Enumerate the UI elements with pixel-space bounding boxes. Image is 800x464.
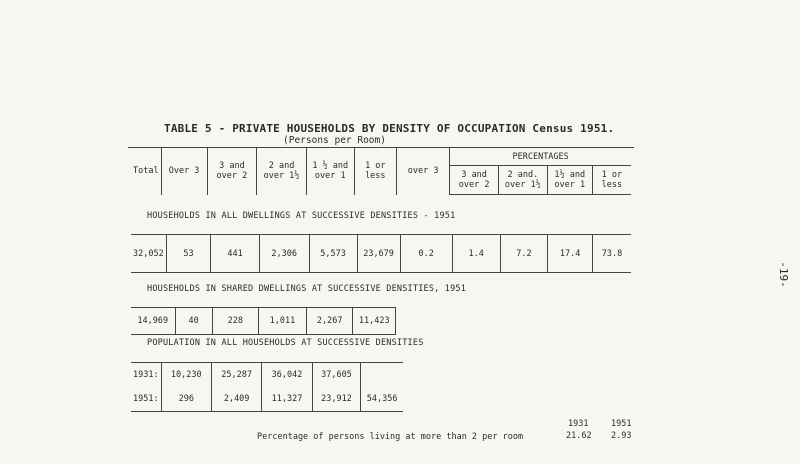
section1-label: HOUSEHOLDS IN ALL DWELLINGS AT SUCCESSIVE DENSITIES - 1951 — [147, 211, 456, 221]
cell: 40 — [175, 308, 212, 335]
cell: 296 — [161, 387, 211, 412]
cell: 54,356 — [361, 387, 403, 412]
cell — [361, 363, 403, 388]
footer-value-1951: 2.93 — [611, 431, 632, 441]
footer-year-1951: 1951 — [611, 419, 632, 429]
cell: 25,287 — [211, 363, 261, 388]
year-cell: 1951: — [131, 387, 161, 412]
footer-label: Percentage of persons living at more than 2 per room — [257, 432, 524, 442]
header-3and2: 3 and over 2 — [207, 148, 257, 195]
cell: 228 — [212, 308, 258, 335]
cell: 37,605 — [312, 363, 361, 388]
header-percentages: PERCENTAGES — [450, 148, 631, 166]
header-p-1less: 1 or less — [592, 166, 631, 195]
cell: 5,573 — [309, 235, 357, 273]
cell: 11,423 — [353, 308, 396, 335]
header-2and15: 2 and over 1½ — [257, 148, 307, 195]
cell: 36,042 — [262, 363, 312, 388]
section1-table — [131, 234, 631, 273]
section3-label: POPULATION IN ALL HOUSEHOLDS AT SUCCESSIVE DENSITIES — [147, 338, 424, 348]
header-p-3and2: 3 and over 2 — [450, 166, 499, 195]
header-over3: Over 3 — [161, 148, 207, 195]
cell: 23,912 — [312, 387, 361, 412]
cell: 1,011 — [258, 308, 306, 335]
cell: 2,409 — [211, 387, 261, 412]
cell: 73.8 — [593, 235, 632, 273]
year-cell: 1931: — [131, 363, 161, 388]
table-row — [131, 387, 403, 412]
cell: 0.2 — [400, 235, 452, 273]
cell: 14,969 — [131, 308, 175, 335]
section2-table — [131, 307, 396, 335]
header-p-2and15: 2 and. over 1½ — [498, 166, 547, 195]
header-1less: 1 or less — [354, 148, 396, 195]
cell: 7.2 — [500, 235, 548, 273]
header-table — [131, 148, 631, 195]
table-row — [131, 308, 396, 335]
cell: 32,052 — [131, 235, 166, 273]
table-row — [131, 363, 403, 388]
cell: 11,327 — [262, 387, 312, 412]
footer-year-1931: 1931 — [568, 419, 589, 429]
header-1half1: 1 ½ and over 1 — [306, 148, 354, 195]
cell: 1.4 — [452, 235, 500, 273]
cell: 23,679 — [357, 235, 400, 273]
cell: 2,306 — [259, 235, 309, 273]
page-number: -19- — [776, 261, 790, 288]
cell: 2,267 — [306, 308, 352, 335]
header-p-15and1: 1½ and over 1 — [547, 166, 592, 195]
footer-value-1931: 21.62 — [566, 431, 592, 441]
table-title: TABLE 5 - PRIVATE HOUSEHOLDS BY DENSITY OF OCCUPATION Census 1951. — [164, 122, 615, 135]
cell: 17.4 — [548, 235, 593, 273]
cell: 10,230 — [161, 363, 211, 388]
cell: 53 — [166, 235, 211, 273]
table-row — [131, 235, 631, 273]
header-p-over3: over 3 — [396, 148, 449, 195]
section2-label: HOUSEHOLDS IN SHARED DWELLINGS AT SUCCESSIVE DENSITIES, 1951 — [147, 284, 467, 294]
table-subtitle: (Persons per Room) — [283, 135, 386, 146]
section3-table — [131, 362, 403, 412]
header-total: Total — [131, 148, 161, 195]
cell: 441 — [211, 235, 260, 273]
